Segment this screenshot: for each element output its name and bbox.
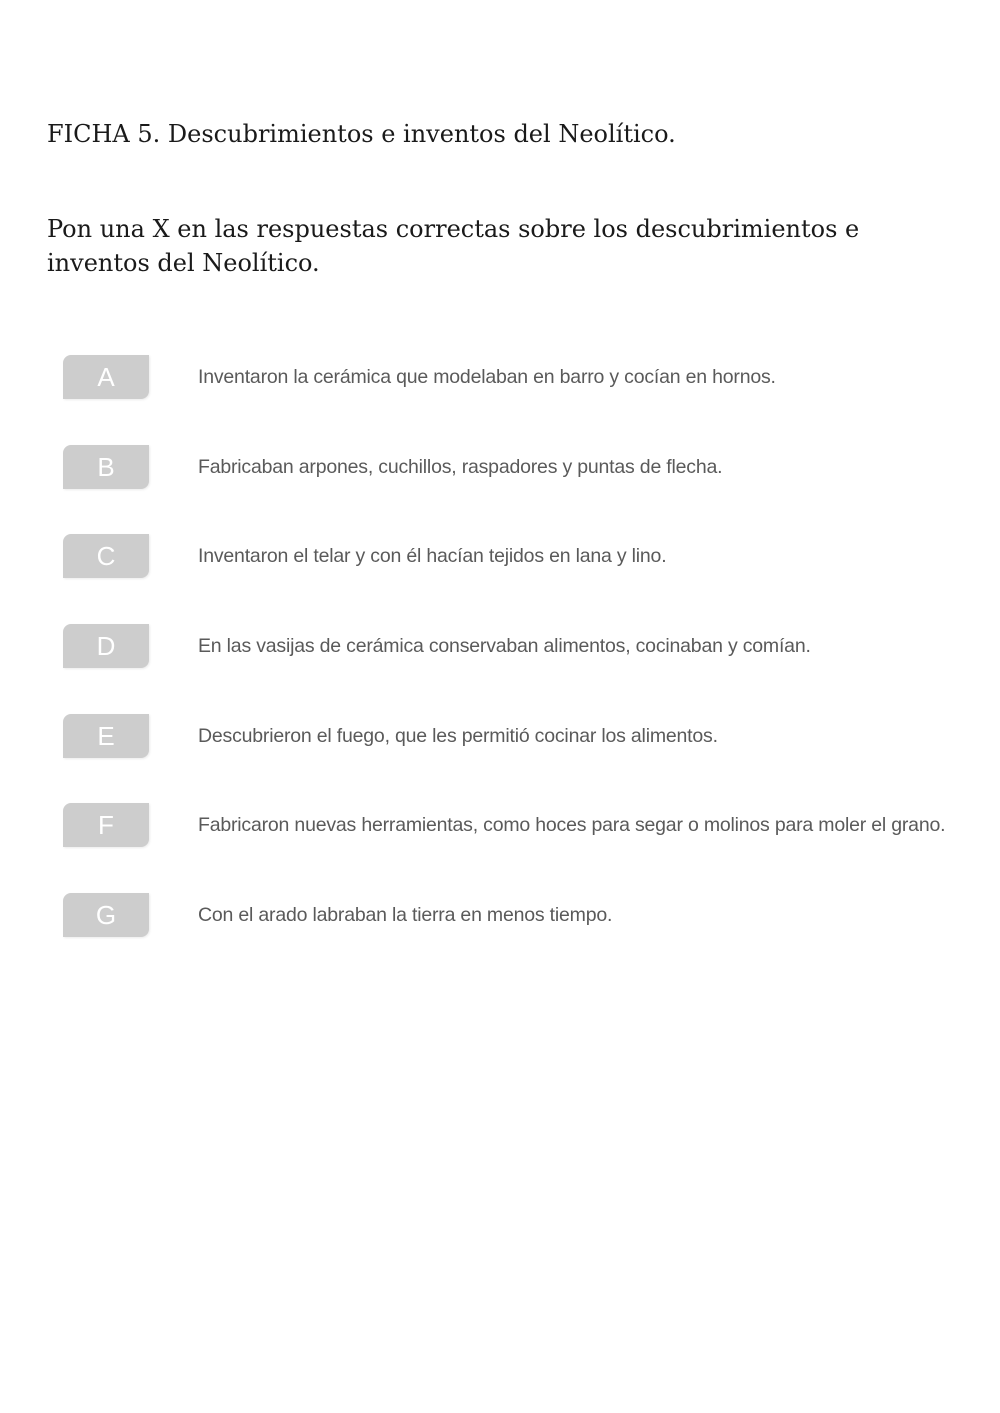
option-g-button[interactable]: G [63, 893, 149, 937]
option-f-button[interactable]: F [63, 803, 149, 847]
option-b-button[interactable]: B [63, 445, 149, 489]
option-row-g [63, 893, 993, 937]
option-d-button[interactable]: D [63, 624, 149, 668]
option-a-text: Inventaron la cerámica que modelaban en barro y cocían en hornos. [198, 366, 776, 388]
option-e-text: Descubrieron el fuego, que les permitió cocinar los alimentos. [198, 724, 718, 747]
answer-options-list [63, 355, 993, 983]
option-c-button[interactable]: C [63, 534, 149, 578]
option-b-text: Fabricaban arpones, cuchillos, raspadores y puntas de flecha. [198, 455, 723, 478]
option-e-button[interactable]: E [63, 714, 149, 758]
option-row-f [63, 803, 993, 847]
option-g-text: Con el arado labraban la tierra en menos tiempo. [198, 904, 613, 927]
option-row-d [63, 624, 993, 668]
option-row-b [63, 445, 993, 489]
worksheet-title: FICHA 5. Descubrimientos e inventos del Neolítico. [47, 120, 676, 148]
option-row-e [63, 714, 993, 758]
option-f-text: Fabricaron nuevas herramientas, como hoces para segar o molinos para moler el grano. [198, 814, 946, 837]
worksheet-instructions: Pon una X en las respuestas correctas sobre los descubrimientos e inventos del Neolítico. [47, 215, 860, 277]
option-row-c [63, 534, 993, 578]
option-c-text: Inventaron el telar y con él hacían tejidos en lana y lino. [198, 545, 667, 568]
option-d-text: En las vasijas de cerámica conservaban alimentos, cocinaban y comían. [198, 635, 811, 658]
option-row-a [63, 355, 993, 399]
option-a-button[interactable]: A [63, 355, 149, 399]
